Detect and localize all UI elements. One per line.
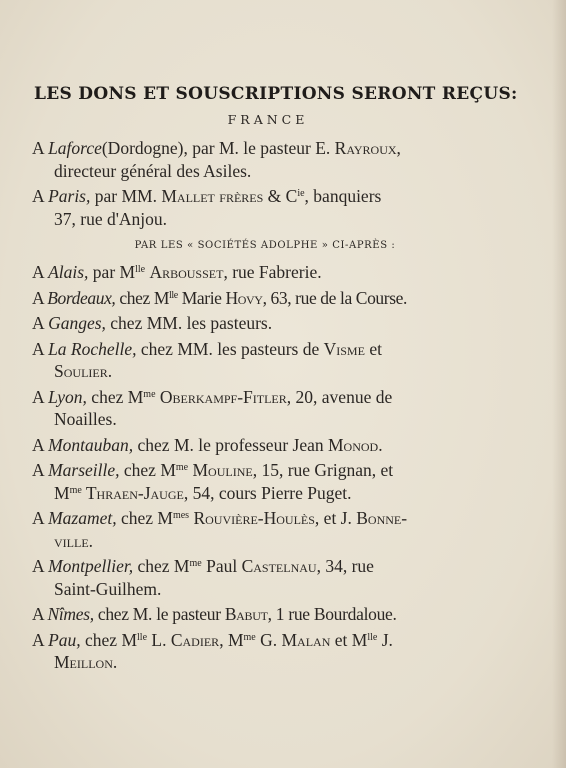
section-france: FRANCE xyxy=(227,112,309,127)
entry-laforce: A Laforce(Dordogne), par M. le pasteur E. Rayroux, directeur général des Asiles. xyxy=(32,138,401,181)
person-name: ville xyxy=(54,530,89,551)
city-name: Montpellier, xyxy=(48,556,134,576)
entry-lyon: A Lyon, chez $M^{me}$ Oberkampf-Fitler, 20, avenue de Noailles. xyxy=(32,386,393,429)
entry-bordeaux: A Bordeaux, chez $M^{lle}$ Marie Hovy, 63, rue de la Course. xyxy=(32,287,407,308)
person-name: Arbousset xyxy=(149,262,224,282)
city-name: Montauban, xyxy=(48,434,134,455)
person-name: Visme xyxy=(323,338,365,359)
city-name: Alais, xyxy=(48,262,89,282)
person-name: Cadier xyxy=(170,629,220,650)
person-name: Mouline xyxy=(192,460,253,480)
entry-paris: A Paris, par MM. Mallet frères & $C^{ie}$, banquiers 37, rue d'Anjou. xyxy=(32,186,382,229)
person-name: Rayroux xyxy=(334,138,397,158)
entry-alais: A Alais, par $M^{lle}$ Arbousset, rue Fabrerie. xyxy=(32,262,322,282)
page-heading: LES DONS ET SOUSCRIPTIONS SERONT REÇUS: xyxy=(34,84,518,104)
document-body xyxy=(32,84,518,677)
person-name: Mallet frères xyxy=(161,186,264,206)
city-name: Ganges, xyxy=(48,313,106,333)
person-name: Malan xyxy=(281,629,331,650)
person-name: Castelnau xyxy=(241,556,317,576)
city-name: Laforce xyxy=(48,138,102,158)
city-name: Marseille, xyxy=(48,460,120,480)
entry-nimes: A Nîmes, chez M. le pasteur Babut, 1 rue Bourdaloue. xyxy=(32,604,397,624)
person-name: Meillon xyxy=(54,652,113,672)
city-name: Bordeaux, xyxy=(47,287,116,308)
entry-marseille: A Marseille, chez $M^{me}$ Mouline, 15, rue Grignan, et $M^{me}$ Thraen-Jauge, 54, cours Pierre Puget. xyxy=(32,460,394,503)
entry-ganges: A Ganges, chez MM. les pasteurs. xyxy=(32,313,273,333)
page-edge-shadow xyxy=(552,0,566,768)
person-name: Babut xyxy=(224,604,268,624)
city-name: Paris, xyxy=(48,186,91,206)
person-name: Oberkampf-Fitler xyxy=(159,386,287,407)
person-name: Bonne- xyxy=(356,508,408,528)
entry-la-rochelle: A La Rochelle, chez MM. les pasteurs de Visme et Soulier. xyxy=(32,338,382,381)
city-name: Mazamet, xyxy=(48,508,117,528)
city-name: Lyon, xyxy=(48,386,87,407)
city-name: Nîmes, xyxy=(47,604,94,624)
entry-montpellier: A Montpellier, chez $M^{me}$ Paul Castelnau, 34, rue Saint-Guilhem. xyxy=(32,556,374,599)
subsection-societes: PAR LES « SOCIÉTÉS ADOLPHE » CI-APRÈS : xyxy=(134,240,396,251)
person-name: Soulier xyxy=(54,361,108,381)
entry-pau: A Pau, chez $M^{lle}$ L. Cadier, $M^{me}$ G. Malan et $M^{lle}$ J. Meillon. xyxy=(32,629,393,672)
entry-mazamet: A Mazamet, chez $M^{mes}$ Rouvière-Houlès, et J. Bonne- ville. xyxy=(32,508,408,551)
person-name: Hovy xyxy=(225,287,263,308)
person-name: Rouvière-Houlès xyxy=(193,508,315,528)
city-name: La Rochelle, xyxy=(48,338,137,359)
city-name: Pau, xyxy=(48,629,81,650)
person-name: Monod xyxy=(328,434,379,455)
entry-montauban: A Montauban, chez M. le professeur Jean Monod. xyxy=(32,434,383,455)
person-name: Thraen-Jauge xyxy=(81,482,184,503)
